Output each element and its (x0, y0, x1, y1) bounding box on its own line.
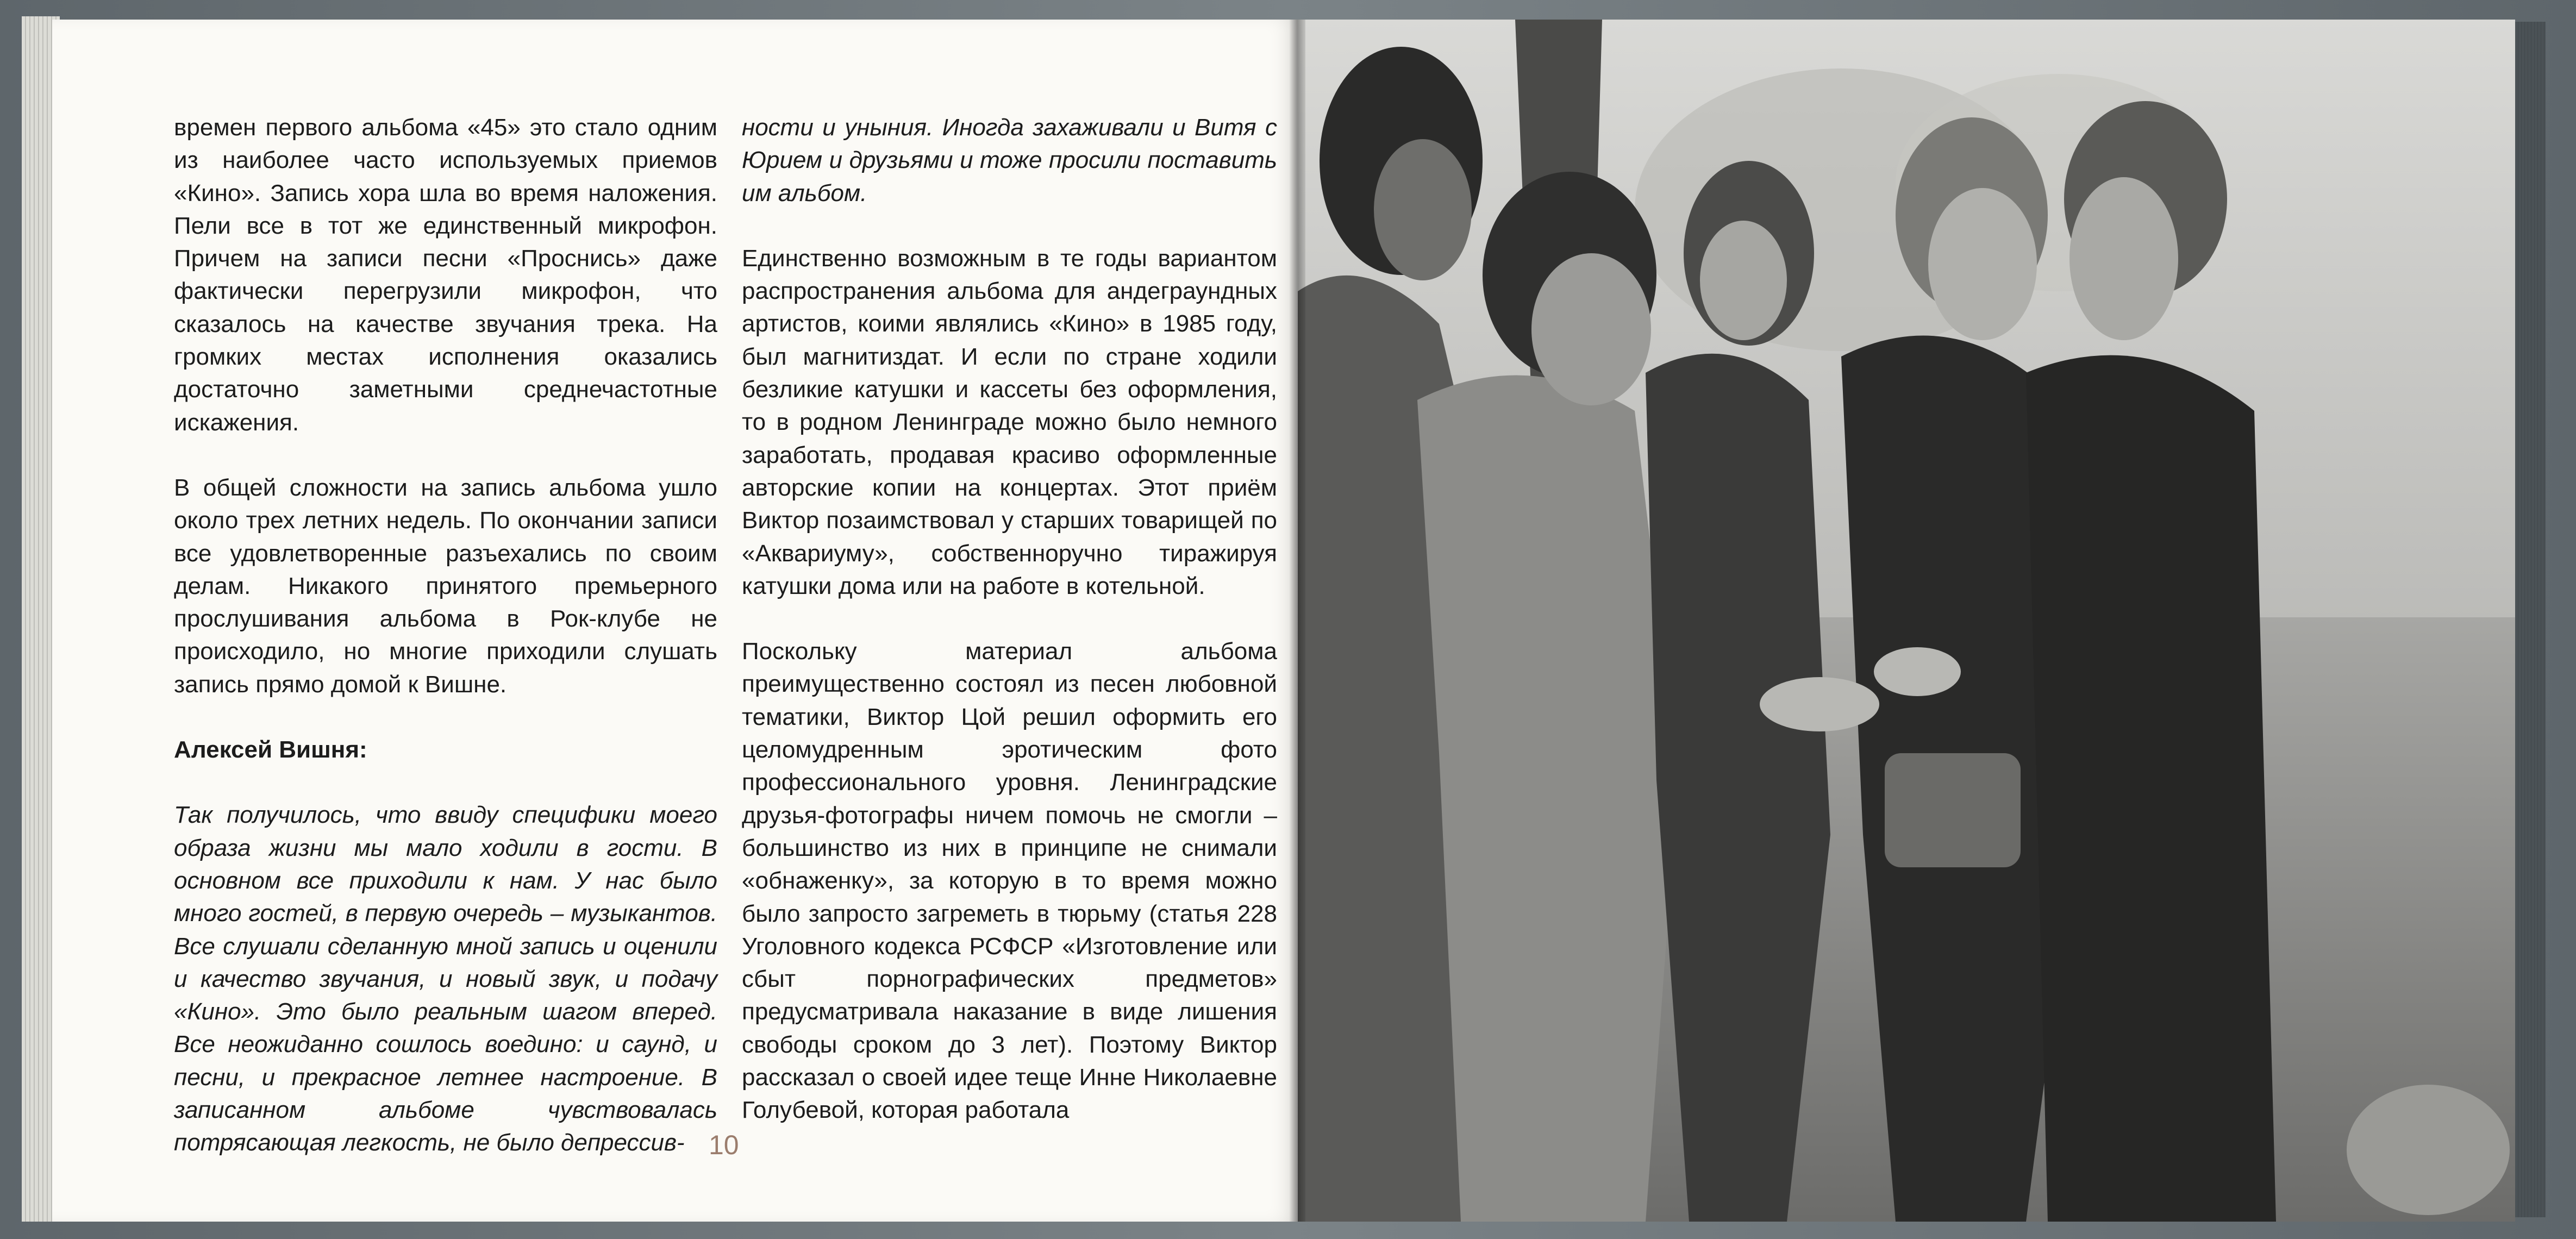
right-page-edge (2515, 22, 2546, 1217)
speaker-name: Алексей Вишня: (174, 736, 367, 764)
paragraph: Единственно возможным в те годы вариантом распространения альбома для андеграундных артистов, коими являлись «Кино» в 1985 году, был магнитиздат. И если по стране ходили безликие катушки и кассеты без оформления, то в родном Ленинграде можно было немного заработать, продавая красиво оформленные авторские копии на концертах. Этот приём Виктор позаимствовал у старших товарищей по «Аквариуму», собственноручно тиражируя катушки дома или на работе в котельной. (742, 245, 1277, 599)
left-text-column (174, 111, 717, 1192)
right-page-photo (1298, 20, 2515, 1222)
paragraph: времен первого альбома «45» это стало одним из наиболее часто используемых приемов «Кино». Запись хора шла во время наложения. Пели все в тот же единственный микрофон. Причем на записи песни «Проснись» даже фактически перегрузили микрофон, что сказалось на качестве звучания трека. На громких местах исполнения оказались достаточно заметными среднечастотные искажения. (174, 114, 717, 436)
paragraph: В общей сложности на запись альбома ушло около трех летних недель. По окончании записи все удовлетворенные разъехались по своим делам. Никакого принятого премьерного прослушивания альбома в Рок-клубе не происходило, но многие приходили слушать запись прямо домой к Вишне. (174, 474, 717, 698)
book-gutter (1289, 20, 1305, 1222)
quote-continuation: ности и уныния. Иногда захаживали и Витя с Юрием и друзьями и тоже просили поставить им альбом. (742, 114, 1277, 206)
paragraph: Поскольку материал альбома преимущественно состоял из песен любовной тематики, Виктор Цой решил оформить его целомудренным эротическим фото профессионального уровня. Ленинградские друзья-фотографы ничем помочь не смогли – большинство из них в принципе не снимали «обнаженку», за которую в то время можно было запросто загреметь в тюрьму (статья 228 Уголовного кодекса РСФСР «Изготовление или сбыт порнографических предметов» предусматривала наказание в виде лишения свободы сроком до 3 лет). Поэтому Виктор рассказал о своей идее теще Инне Николаевне Голубевой, которая работала (742, 638, 1277, 1124)
quote-text: Так получилось, что ввиду специфики моего образа жизни мы мало ходили в гости. В основном все приходили к нам. У нас было много гостей, в первую очередь – музыкантов. Все слушали сделанную мной запись и оценили и качество звучания, и новый звук, и подачу «Кино». Это было реальным шагом вперед. Все неожиданно сошлось воедино: и саунд, и песни, и прекрасное летнее настроение. В записанном альбоме чувствовалась потрясающая легкость, не было депрессив- (174, 802, 717, 1156)
right-text-column (742, 111, 1277, 1160)
page-number-left: 10 (709, 1130, 739, 1160)
group-photo-image (1298, 20, 2515, 1222)
